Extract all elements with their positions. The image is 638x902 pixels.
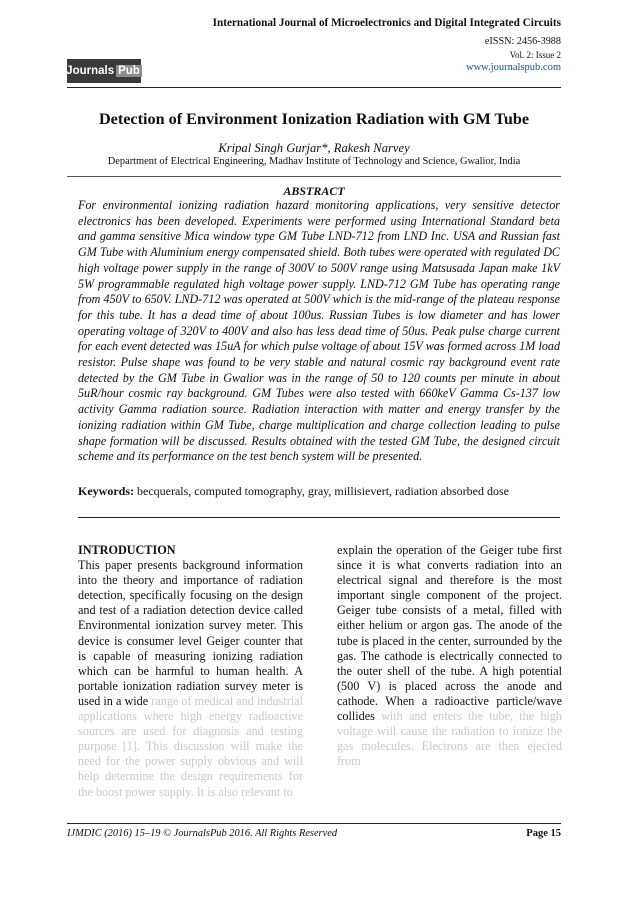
paper-title: Detection of Environment Ionization Radiation with GM Tube xyxy=(98,110,530,128)
footer-citation: IJMDIC (2016) 15–19 © JournalsPub 2016. All Rights Reserved xyxy=(67,828,338,839)
header-divider xyxy=(67,87,561,88)
title-divider xyxy=(67,176,561,177)
right-column-faded-text: with and enters the tube, the high voltage will cause the radiation to ionize the gas molecules. Electrons are then ejected from xyxy=(337,709,563,769)
authors: Kripal Singh Gurjar*, Rakesh Narvey xyxy=(218,141,410,155)
left-column-faded-text: range of medical and industrial applications where high energy radioactive sources are used for diagnosis and testing purpose [1]. This discussion will make the need for the power supply obvious and will help determine the design requirements for the boost power supply. It is also relevant to xyxy=(78,693,304,799)
logo-pub-text: Pub xyxy=(118,65,140,77)
right-column xyxy=(337,543,562,769)
keywords xyxy=(78,484,560,499)
journal-url[interactable]: www.journalspub.com xyxy=(466,62,561,73)
abstract-heading: ABSTRACT xyxy=(283,184,345,198)
abstract-text: For environmental ionizing radiation hazard monitoring applications, very sensitive detector electronics has been developed. Experiments were performed using International Standard beta and gamma sensitive Mica window type GM Tube LND-712 from LND Inc. USA and Russian fast GM Tube with Aluminium energy compensated shield. Both tubes were operated with regulated DC high voltage power supply in the range of 300V to 500V range using Matsusada Japan make 1kV 5W programmable regulated high voltage power supply. LND-712 GM Tube has operating range from 450V to 650V. LND-712 was operated at 500V which is the mid-range of the plateau response for this tube. It has a dead time of about 100us. Russian Tubes is low diameter and has lower operating voltage of 320V to 400V and also has less dead time of 50us. Peak pulse charge current for each event detected was 15uA for which pulse voltage of about 15V was formed across 1M load resistor. Pulse shape was found to be very stable and natural cosmic ray background event rate detected by the GM Tube in Gwalior was in the range of 50 to 120 counts per minute in about 5uR/hour cosmic ray background. GM Tubes were also tested with 660keV Gamma Cs-137 low activity Gamma radiation source. Radiation interaction with matter and energy transfer by the ionizing radiation within GM Tube, charge multiplication and charge collection leading to pulse shape formation will be discussed. Results obtained with the tested GM Tube, the designed circuit scheme and its performance on the test bench system will be presented. xyxy=(78,198,560,464)
right-column-text: explain the operation of the Geiger tube first since it is what converts radiation into an electrical signal and therefore is the most important single component of the project. Geiger tube consists of a metal, filled with either helium or argon gas. The anode of the tube is placed in the center, surrounded by the gas. The cathode is electrically connected to the outer shell of the tube. A high potential (500 V) is placed across the anode and cathode. When a radioactive particle/wave collides xyxy=(337,543,562,724)
left-column xyxy=(78,543,303,800)
volume-issue: Vol. 2: Issue 2 xyxy=(509,50,561,60)
keywords-label: Keywords: xyxy=(78,484,134,498)
introduction-heading: INTRODUCTION xyxy=(78,543,176,557)
left-column-text: This paper presents background information into the theory and importance of radiation detection, specifically focusing on the design and test of a radiation detection device called Environmental ionization survey meter. This device is consumer level Geiger counter that is capable of measuring ionizing radiation which can be harmful to human health. A portable ionization radiation survey meter is used in a wide xyxy=(78,558,303,708)
keywords-text: becquerals, computed tomography, gray, millisievert, radiation absorbed dose xyxy=(134,484,509,498)
logo-main-text: Journals xyxy=(66,65,115,77)
eissn: eISSN: 2456-3988 xyxy=(484,36,561,47)
page-number: Page 15 xyxy=(526,828,561,839)
affiliation: Department of Electrical Engineering, Madhav Institute of Technology and Science, Gwalior, India xyxy=(107,156,521,167)
journalspub-logo xyxy=(67,59,141,83)
keywords-divider xyxy=(78,517,560,518)
journal-name: International Journal of Microelectronics and Digital Integrated Circuits xyxy=(212,17,561,29)
footer-divider xyxy=(67,823,561,824)
